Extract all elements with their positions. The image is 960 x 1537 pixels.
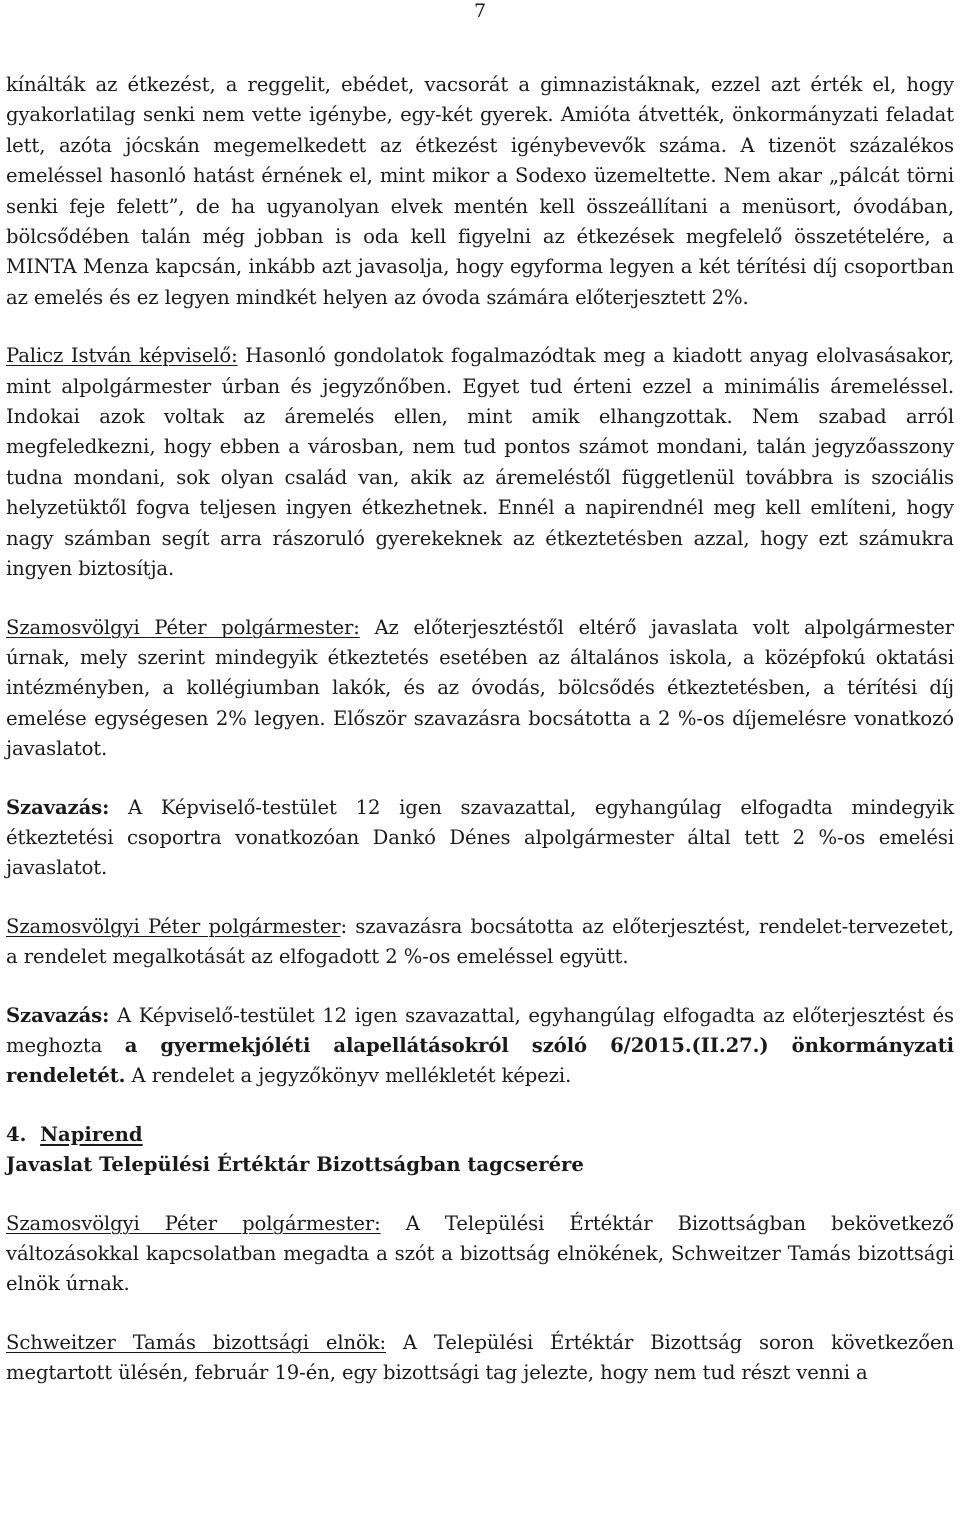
page-number bbox=[0, 0, 960, 22]
paragraph-1 bbox=[6, 70, 954, 313]
paragraph-mayor-proposal-text: Az előterjesztéstől eltérő javaslata volt alpolgármester úrnak, mely szerint mindegyik étkeztetés esetében az általános iskola, a középfokú oktatási intézményben, a kollégiumban lakók, és az óvodás, bölcsődés étkeztetésben, a térítési díj emelése egységesen 2% legyen. Először szavazásra bocsátotta a 2 %-os díjemelésre vonatkozó javaslatot. bbox=[6, 615, 954, 761]
paragraph-vote-2 bbox=[6, 1001, 954, 1092]
agenda-number: 4. bbox=[6, 1122, 27, 1146]
page-number-text: 7 bbox=[473, 0, 487, 22]
paragraph-vote-1-text: A Képviselő-testület 12 igen szavazattal, egyhangúlag elfogadta mindegyik étkeztetési csoportra vonatkozóan Dankó Dénes alpolgármester által tett 2 %-os emelési javaslatot. bbox=[6, 795, 954, 880]
paragraph-mayor-vote bbox=[6, 912, 954, 973]
agenda-title-text: Javaslat Települési Értéktár Bizottságban tagcserére bbox=[6, 1153, 584, 1177]
paragraph-palicz-text: Hasonló gondolatok fogalmazódtak meg a kiadott anyag elolvasásakor, mint alpolgármester úrban és jegyzőnőben. Egyet tud érteni ezzel a minimális áremeléssel. Indokai azok voltak az áremelés ellen, mint amik elhangzottak. Nem szabad arról megfeledkezni, hogy ebben a városban, nem tud pontos számot mondani, talán jegyzőasszony tudna mondani, sok olyan család van, akik az áremeléstől függetlenül továbbra is szociális helyzetüktől fogva teljesen ingyen étkezhetnek. Ennél a napirendnél meg kell említeni, hogy nagy számban segít arra rászoruló gyerekeknek az étkeztetésben azzal, hogy ezt számukra ingyen biztosítja. bbox=[6, 344, 954, 581]
paragraph-palicz bbox=[6, 341, 954, 584]
decree-title: a gyermekjóléti alapellátásokról szóló 6/2015.(II.27.) önkormányzati rendeletét. bbox=[6, 1033, 954, 1088]
vote-label: Szavazás: bbox=[6, 1003, 110, 1027]
agenda-heading bbox=[6, 1120, 954, 1181]
speaker-palicz: Palicz István képviselő: bbox=[6, 344, 238, 368]
agenda-title bbox=[6, 1150, 954, 1180]
paragraph-schweitzer-text: A Települési Értéktár Bizottság soron következően megtartott ülésén, február 19-én, egy bizottsági tag jelezte, hogy nem tud részt venni a bbox=[6, 1330, 954, 1385]
paragraph-mayor-vote-text: : szavazásra bocsátotta az előterjesztést, rendelet-tervezetet, a rendelet megalkotását az elfogadott 2 %-os emeléssel együtt. bbox=[6, 914, 954, 969]
document-body bbox=[6, 70, 954, 1389]
paragraph-1-text: kínálták az étkezést, a reggelit, ebédet, vacsorát a gimnazistáknak, ezzel azt érték el, hogy gyakorlatilag senki nem vette igénybe, egy-két gyerek. Amióta átvették, önkormányzati feladat lett, azóta jócskán megemelkedett az étkezést igénybevevők száma. A tizenöt százalékos emeléssel hasonló hatást érnének el, mint mikor a Sodexo üzemeltette. Nem akar „pálcát törni senki feje felett”, de ha ugyanolyan elvek mentén kell összeállítani a menüsort, óvodában, bölcsődében talán még jobban is oda kell figyelni az étkezések megfelelő összetételére, a MINTA Menza kapcsán, inkább azt javasolja, hogy egyforma legyen a két térítési díj csoportban az emelés és ez legyen mindkét helyen az óvoda számára előterjesztett 2%. bbox=[6, 73, 954, 309]
paragraph-schweitzer bbox=[6, 1328, 954, 1389]
speaker-mayor: Szamosvölgyi Péter polgármester: bbox=[6, 1211, 381, 1235]
paragraph-vote-2-text-end: A rendelet a jegyzőkönyv mellékletét képezi. bbox=[125, 1064, 572, 1088]
speaker-schweitzer: Schweitzer Tamás bizottsági elnök: bbox=[6, 1330, 386, 1354]
speaker-mayor: Szamosvölgyi Péter polgármester: bbox=[6, 615, 360, 639]
paragraph-mayor-committee bbox=[6, 1209, 954, 1300]
agenda-number-line bbox=[6, 1120, 954, 1150]
paragraph-vote-2-text: A Képviselő-testület 12 igen szavazattal, egyhangúlag elfogadta az előterjesztést és meghozta bbox=[6, 1003, 954, 1057]
paragraph-mayor-proposal bbox=[6, 613, 954, 765]
speaker-mayor: Szamosvölgyi Péter polgármester bbox=[6, 914, 341, 938]
vote-label: Szavazás: bbox=[6, 795, 110, 819]
paragraph-vote-1 bbox=[6, 793, 954, 884]
agenda-label: Napirend bbox=[40, 1122, 143, 1146]
paragraph-mayor-committee-text: A Települési Értéktár Bizottságban bekövetkező változásokkal kapcsolatban megadta a szót a bizottság elnökének, Schweitzer Tamás bizottsági elnök úrnak. bbox=[6, 1211, 954, 1296]
